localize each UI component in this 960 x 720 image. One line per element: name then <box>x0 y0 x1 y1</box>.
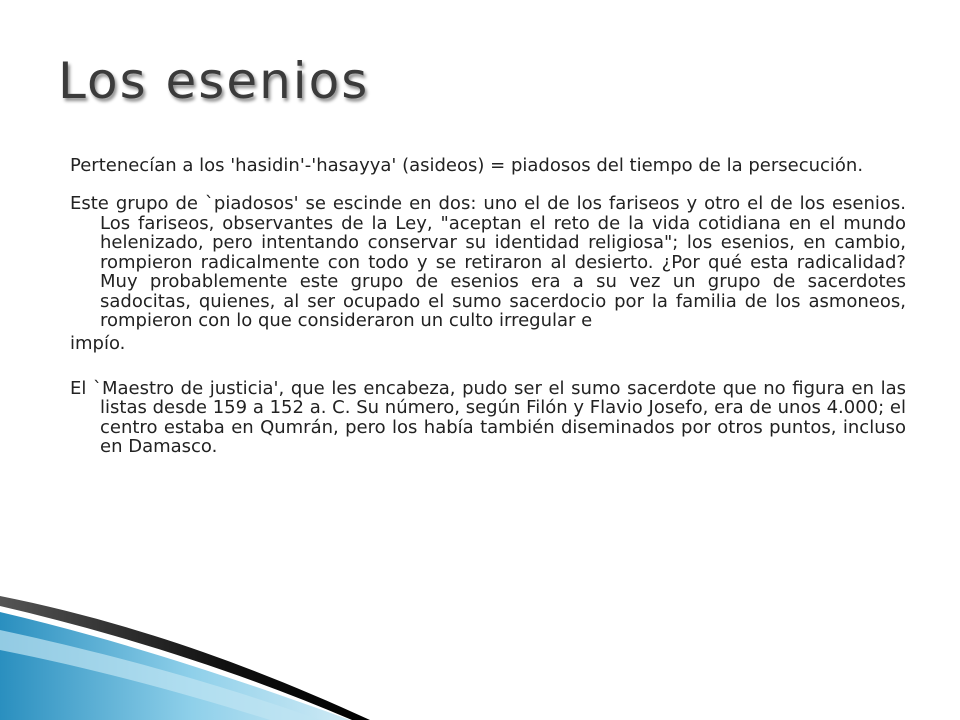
swoosh-blue-band <box>0 612 350 720</box>
slide-body <box>70 156 906 476</box>
paragraph-3: impío. <box>70 332 126 354</box>
paragraph-4: El `Maestro de justicia', que les encabeza, pudo ser el sumo sacerdote que no figura en las listas desde 159 a 152 a. C. Su número, según Filón y Flavio Josefo, era de unos 4.000; el centro estaba en Qumrán, pero los había también diseminados por otros puntos, incluso en Damasco. <box>70 377 906 458</box>
paragraph-1: Pertenecían a los 'hasidin'-'hasayya' (asideos) = piadosos del tiempo de la persecución. <box>70 155 864 176</box>
swoosh-dark-stripe <box>0 596 370 720</box>
slide-title: Los esenios <box>58 52 370 110</box>
paragraph-2: Este grupo de `piadosos' se escinde en dos: uno el de los fariseos y otro el de los esenios. Los fariseos, observantes de la Ley, "aceptan el reto de la vida cotidiana en el mundo helenizado, pero intentando conservar su identidad religiosa"; los esenios, en cambio, rompieron radicalmente con todo y se retiraron al desierto. ¿Por qué esta radicalidad? Muy probablemente este grupo de esenios era a su vez un grupo de sacerdotes sadocitas, quienes, al ser ocupado el sumo sacerdocio por la familia de los asmoneos, rompieron con lo que consideraron un culto irregular e <box>70 193 906 332</box>
swoosh-light-band <box>0 630 320 720</box>
